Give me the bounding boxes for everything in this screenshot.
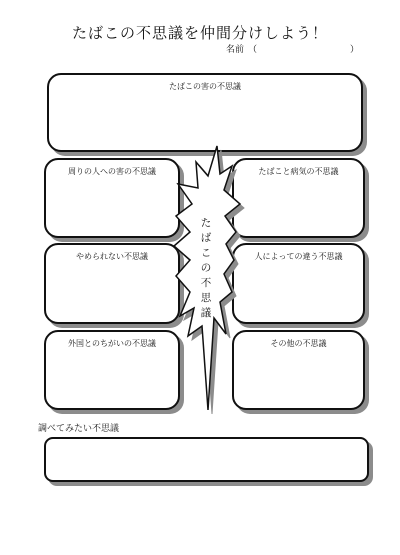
- burst-char: 不: [200, 277, 212, 289]
- center-burst-label: [196, 216, 216, 321]
- box-other-label: その他の不思議: [270, 339, 327, 348]
- research-section-label: 調べてみたい不思議: [38, 424, 120, 434]
- burst-char: ば: [200, 232, 212, 244]
- name-open-paren: （: [248, 45, 258, 55]
- box-tobacco-and-illness-label: たばこと病気の不思議: [258, 167, 339, 176]
- box-differs-by-person-label: 人によっての違う不思議: [254, 252, 343, 261]
- name-close-paren: ）: [350, 45, 360, 55]
- box-tobacco-harm-label: たばこの害の不思議: [169, 82, 241, 91]
- burst-char: の: [200, 262, 212, 274]
- burst-char: 思: [200, 292, 212, 304]
- box-foreign-differences-label: 外国とのちがいの不思議: [68, 339, 156, 348]
- box-cannot-quit-label: やめられない不思議: [76, 252, 148, 261]
- box-research-topics[interactable]: [44, 437, 369, 482]
- burst-char: 議: [200, 307, 212, 319]
- name-label: 名前: [226, 45, 245, 55]
- worksheet-title: たばこの不思議を仲間分けしよう！: [71, 24, 328, 42]
- burst-char: た: [200, 217, 212, 229]
- box-harm-to-others-label: 周りの人への害の不思議: [68, 167, 156, 176]
- burst-char: こ: [200, 247, 212, 259]
